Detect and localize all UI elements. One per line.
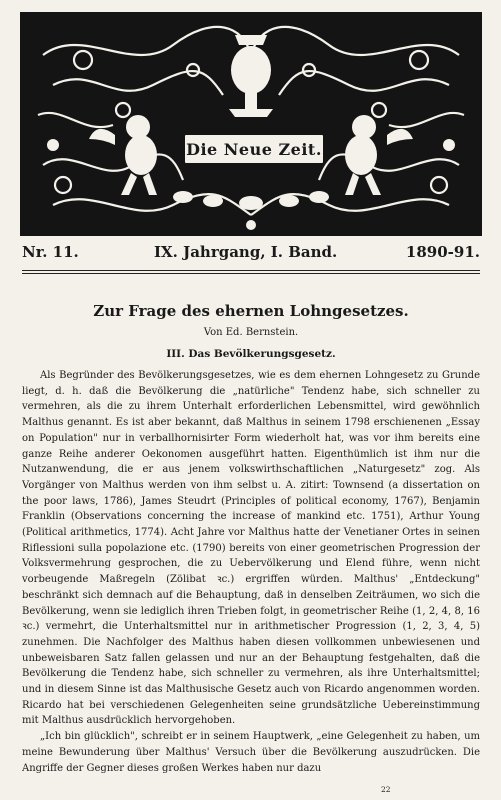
article-body xyxy=(22,368,480,788)
divider-rule xyxy=(22,273,480,274)
article-title: Zur Frage des ehernen Lohngesetzes. xyxy=(93,302,409,320)
masthead-ornament xyxy=(20,12,482,236)
section-heading: III. Das Bevölkerungsgesetz. xyxy=(166,348,336,360)
page-number: 22 xyxy=(381,785,391,794)
ornament-graphic xyxy=(23,15,479,233)
article-byline: Von Ed. Bernstein. xyxy=(203,327,299,338)
volume-info: IX. Jahrgang, I. Band. xyxy=(154,243,338,261)
divider-rule xyxy=(22,270,480,271)
masthead-title: Die Neue Zeit. xyxy=(183,133,325,165)
publication-years: 1890-91. xyxy=(405,243,480,261)
issue-header xyxy=(22,243,480,265)
paragraph: „Ich bin glücklich", schreibt er in seinem Hauptwerk, „eine Gelegenheit zu haben, um meine Bewunderung über Malthus' Versuch über die Bevölkerung auszudrücken. Die Angriffe der Gegner dieses großen Werkes haben nur dazu xyxy=(22,731,480,774)
issue-number: Nr. 11. xyxy=(22,243,79,261)
paragraph: Als Begründer des Bevölkerungsgesetzes, wie es dem ehernen Lohngesetz zu Grunde liegt, d. h. daß die Bevölkerung die „natürliche" Tendenz habe, sich schneller zu vermehren, als die zu ihrem Unterhalt erforderlichen Lebensmittel, wird gewöhnlich Malthus genannt. Es ist aber bekannt, daß Malthus in seinem 1798 erschienenen „Essay on Population" nur in verballhornisirter Form wiederholt hat, was vor ihm bereits eine ganze Reihe anderer Oekonomen ausgeführt hatten. Eigenthümlich ist ihm nur die Nutzanwendung, die er aus jenem volkswirthschaftlichen „Naturgesetz" zog. Als Vorgänger von Malthus werden von ihm selbst u. A. zitirt: Townsend (a dissertation on the poor laws, 1786), James Steudrt (Principles of political economy, 1767), Benjamin Franklin (Observations concerning the increase of mankind etc. 1751), Arthur Young (Political arithmetics, 1774). Acht Jahre vor Malthus hatte der Venetianer Ortes in seinen Riflessioni sulla popolazione etc. (1790) bereits von einer geometrischen Progression der Volksvermehrung gesprochen, die zu Uebervölkerung und Elend führe, wenn nicht vorbeugende Maßregeln (Zölibat ꝛc.) ergriffen würden. Malthus' „Entdeckung" beschränkt sich demnach auf die Behauptung, daß in denselben Zeiträumen, wo sich die Bevölkerung, wenn sie lediglich ihren Trieben folgt, in geometrischer Reihe (1, 2, 4, 8, 16 ꝛc.) vermehrt, die Unterhaltsmittel nur in arithmetischer Progression (1, 2, 3, 4, 5) zunehmen. Die Nachfolger des Malthus haben diesen vollkommen unbewiesenen und unbeweisbaren Satz fallen gelassen und nur an der Behauptung festgehalten, daß die Bevölkerung die Tendenz habe, sich schneller zu vermehren, als ihre Unterhaltsmittel; und in diesem Sinne ist das Malthusische Gesetz auch von Ricardo angenommen worden. Ricardo hat bei verschiedenen Gelegenheiten seine grundsätzliche Uebereinstimmung mit Malthus ausdrücklich hervorgehoben. xyxy=(22,370,480,727)
